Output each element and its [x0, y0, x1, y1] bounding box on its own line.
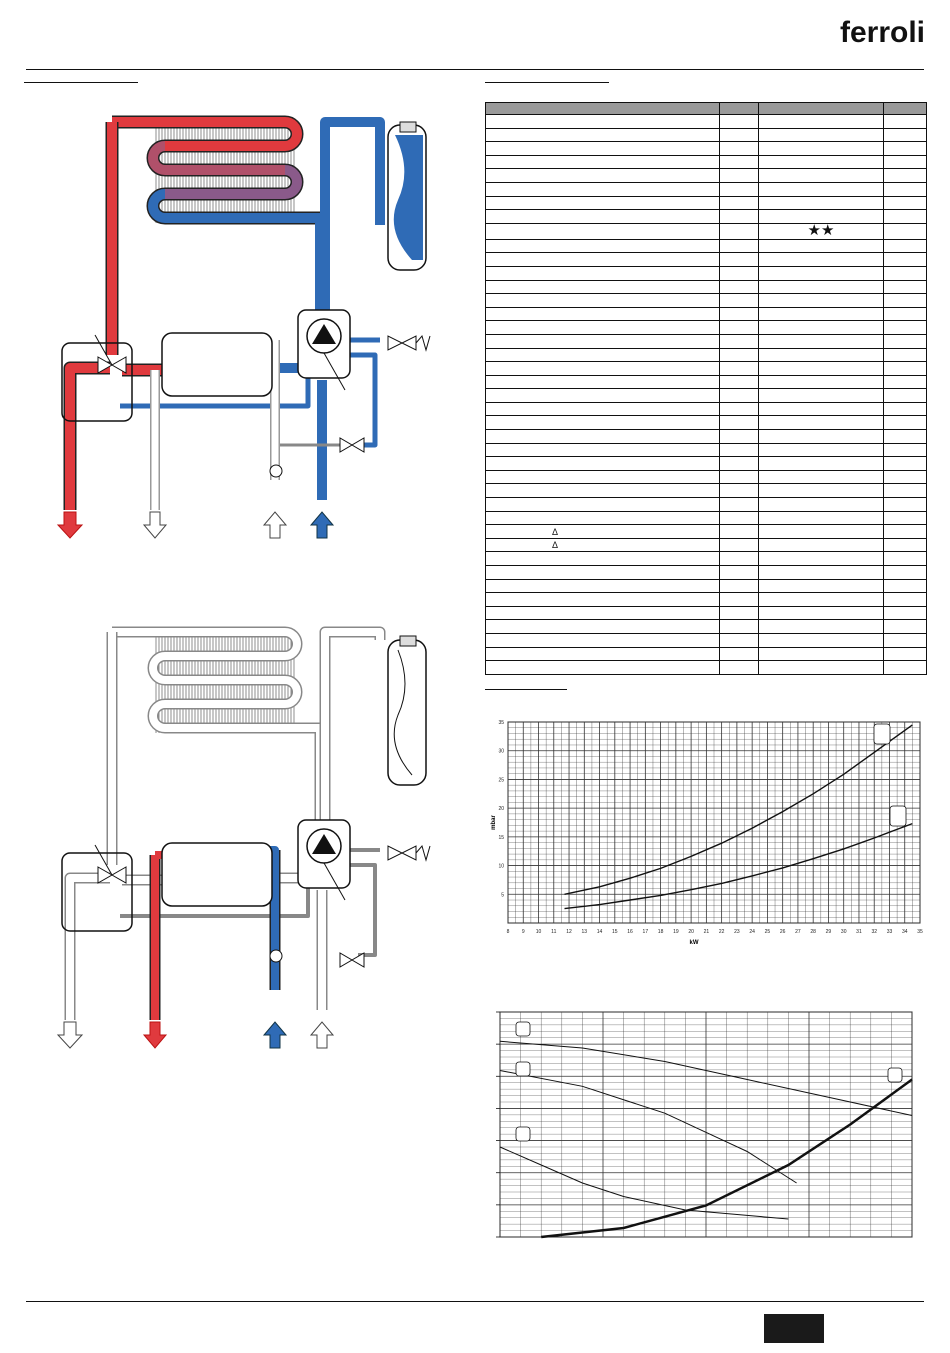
value-cell: [759, 593, 884, 607]
table-row: [486, 538, 927, 552]
x-tick-label: 10: [535, 929, 542, 935]
note-cell: [884, 128, 927, 142]
unit-cell: [720, 484, 759, 498]
note-cell: [884, 334, 927, 348]
table-row: [486, 115, 927, 129]
table-row: [486, 362, 927, 376]
value-cell: [759, 661, 884, 675]
section-underline-left: [24, 82, 138, 83]
param-cell: [486, 266, 720, 280]
value-cell: [759, 169, 884, 183]
value-cell: [759, 334, 884, 348]
curve-label-box: [890, 806, 906, 826]
unit-cell: [720, 593, 759, 607]
x-tick-label: 19: [673, 929, 679, 935]
table-row: [486, 128, 927, 142]
note-cell: [884, 142, 927, 156]
value-cell: [759, 239, 884, 253]
table-row: [486, 511, 927, 525]
param-cell: [486, 307, 720, 321]
note-cell: [884, 253, 927, 267]
param-cell: [486, 620, 720, 634]
unit-cell: [720, 389, 759, 403]
logo-wordmark: ferroli: [840, 16, 926, 49]
table-row: [486, 169, 927, 183]
dhw-out-arrow: [144, 512, 166, 538]
note-cell: [884, 647, 927, 661]
value-cell: [759, 375, 884, 389]
value-cell: [759, 142, 884, 156]
x-tick-label: 18: [657, 929, 664, 935]
table-row: [486, 484, 927, 498]
value-cell: [759, 280, 884, 294]
note-cell: [884, 498, 927, 512]
unit-cell: [720, 128, 759, 142]
table-row: [486, 280, 927, 294]
value-cell: [759, 443, 884, 457]
value-cell: [759, 402, 884, 416]
note-cell: [884, 606, 927, 620]
unit-cell: [720, 239, 759, 253]
header-rule: [26, 69, 924, 70]
param-cell: [486, 210, 720, 224]
value-cell: [759, 115, 884, 129]
table-row: [486, 633, 927, 647]
y-tick-label: 30: [498, 748, 504, 755]
param-cell: [486, 511, 720, 525]
unit-cell: [720, 362, 759, 376]
section-underline-right: [485, 82, 609, 83]
x-tick-label: 30: [840, 929, 847, 935]
footer-rule: [26, 1301, 924, 1302]
param-cell: [486, 498, 720, 512]
unit-cell: [720, 196, 759, 210]
x-tick-label: 21: [703, 929, 710, 935]
table-row: [486, 334, 927, 348]
table-row: [486, 375, 927, 389]
unit-cell: [720, 115, 759, 129]
unit-cell: [720, 155, 759, 169]
x-tick-label: 11: [551, 929, 557, 935]
value-cell: [759, 566, 884, 580]
note-cell: [884, 538, 927, 552]
heating-return-arrow: [311, 512, 333, 538]
note-cell: [884, 294, 927, 308]
hydraulic-diagram-heating: [40, 100, 440, 550]
x-tick-label: 12: [566, 929, 572, 935]
table-row: [486, 457, 927, 471]
x-tick-label: 14: [596, 929, 603, 935]
heating-flow-arrow: [58, 512, 82, 538]
note-cell: [884, 470, 927, 484]
note-cell: [884, 196, 927, 210]
value-cell: [759, 470, 884, 484]
x-tick-label: 25: [764, 929, 771, 935]
x-tick-label: 24: [749, 929, 755, 935]
table-row: [486, 239, 927, 253]
param-cell: [486, 115, 720, 129]
note-cell: [884, 321, 927, 335]
unit-cell: [720, 633, 759, 647]
note-cell: [884, 511, 927, 525]
param-cell: [486, 223, 720, 239]
y-tick-label: 10: [498, 863, 504, 870]
x-tick-label: 28: [810, 929, 816, 935]
table-row: [486, 223, 927, 239]
y-tick-label: 35: [498, 720, 504, 726]
table-row: [486, 606, 927, 620]
note-cell: [884, 552, 927, 566]
param-cell: [486, 294, 720, 308]
curve-label-box: [516, 1127, 530, 1141]
unit-cell: [720, 182, 759, 196]
note-cell: [884, 633, 927, 647]
table-row: [486, 647, 927, 661]
note-cell: [884, 280, 927, 294]
param-cell: [486, 239, 720, 253]
table-row: [486, 253, 927, 267]
param-cell: [486, 362, 720, 376]
y-tick-label: 20: [498, 806, 504, 813]
note-cell: [884, 416, 927, 430]
unit-cell: [720, 538, 759, 552]
value-cell: [759, 266, 884, 280]
table-row: [486, 321, 927, 335]
unit-cell: [720, 210, 759, 224]
table-row: [486, 498, 927, 512]
note-cell: [884, 389, 927, 403]
unit-cell: [720, 280, 759, 294]
table-row: [486, 552, 927, 566]
curve-label-box: [516, 1062, 530, 1076]
table-row: [486, 430, 927, 444]
value-cell: [759, 362, 884, 376]
unit-cell: [720, 334, 759, 348]
x-tick-label: 29: [825, 929, 832, 935]
value-cell: [759, 647, 884, 661]
table-row: [486, 348, 927, 362]
x-tick-label: 35: [917, 929, 923, 935]
table-row: [486, 196, 927, 210]
x-tick-label: 15: [612, 929, 618, 935]
param-cell: [486, 402, 720, 416]
unit-cell: [720, 416, 759, 430]
unit-cell: [720, 307, 759, 321]
param-cell: [486, 196, 720, 210]
note-cell: [884, 115, 927, 129]
unit-cell: [720, 321, 759, 335]
param-cell: [486, 661, 720, 675]
note-cell: [884, 210, 927, 224]
unit-cell: [720, 661, 759, 675]
value-cell: [759, 579, 884, 593]
value-cell: [759, 321, 884, 335]
table-row: [486, 579, 927, 593]
value-cell: [759, 430, 884, 444]
unit-cell: [720, 566, 759, 580]
y-tick-label: 15: [498, 834, 504, 841]
param-cell: [486, 593, 720, 607]
table-row: [486, 470, 927, 484]
x-tick-label: 34: [901, 929, 908, 935]
table-row: [486, 142, 927, 156]
value-cell: [759, 128, 884, 142]
value-cell: [759, 525, 884, 539]
param-cell: [486, 142, 720, 156]
param-cell: Δ: [486, 525, 720, 539]
value-cell: [759, 294, 884, 308]
x-tick-label: 26: [779, 929, 786, 935]
ferroli-logo: [836, 6, 932, 50]
table-header-row: [486, 103, 927, 115]
note-cell: [884, 484, 927, 498]
value-cell: [759, 307, 884, 321]
page-number-badge: [764, 1314, 824, 1343]
x-tick-label: 22: [718, 929, 725, 935]
param-cell: [486, 416, 720, 430]
note-cell: [884, 402, 927, 416]
x-tick-label: 32: [871, 929, 878, 935]
x-tick-label: 17: [642, 929, 649, 935]
x-tick-label: 31: [856, 929, 862, 935]
note-cell: [884, 430, 927, 444]
note-cell: [884, 155, 927, 169]
value-cell: [759, 196, 884, 210]
y-tick-label: 5: [501, 892, 504, 899]
value-cell: [759, 348, 884, 362]
param-cell: [486, 566, 720, 580]
unit-cell: [720, 402, 759, 416]
value-cell: [759, 633, 884, 647]
note-cell: [884, 266, 927, 280]
unit-cell: [720, 169, 759, 183]
table-row: [486, 593, 927, 607]
table-row: [486, 566, 927, 580]
table-row: [486, 389, 927, 403]
curve-label-box: [888, 1068, 902, 1082]
unit-cell: [720, 606, 759, 620]
note-cell: [884, 348, 927, 362]
unit-cell: [720, 142, 759, 156]
unit-cell: [720, 470, 759, 484]
curve-label-box: [874, 724, 890, 744]
param-cell: [486, 321, 720, 335]
unit-cell: [720, 525, 759, 539]
note-cell: [884, 362, 927, 376]
unit-cell: [720, 348, 759, 362]
table-row: [486, 661, 927, 675]
unit-cell: [720, 511, 759, 525]
value-cell: [759, 416, 884, 430]
param-cell: [486, 375, 720, 389]
table-row: [486, 402, 927, 416]
param-cell: [486, 552, 720, 566]
unit-cell: [720, 223, 759, 239]
unit-cell: [720, 457, 759, 471]
param-cell: [486, 606, 720, 620]
unit-cell: [720, 253, 759, 267]
table-row: [486, 620, 927, 634]
param-cell: [486, 389, 720, 403]
param-cell: Δ: [486, 538, 720, 552]
note-cell: [884, 525, 927, 539]
x-tick-label: 33: [886, 929, 893, 935]
value-cell: [759, 498, 884, 512]
value-cell: [759, 606, 884, 620]
technical-data-table: [485, 102, 927, 675]
hydraulic-diagram-dhw: [40, 610, 440, 1060]
unit-cell: [720, 443, 759, 457]
table-row: [486, 443, 927, 457]
note-cell: [884, 620, 927, 634]
value-cell: ★★: [759, 223, 884, 239]
value-cell: [759, 155, 884, 169]
x-axis-label: kW: [689, 940, 699, 946]
param-cell: [486, 128, 720, 142]
note-cell: [884, 579, 927, 593]
value-cell: [759, 552, 884, 566]
unit-cell: [720, 552, 759, 566]
note-cell: [884, 593, 927, 607]
safety-valve-icon: [388, 336, 402, 350]
table-row: [486, 155, 927, 169]
param-cell: [486, 430, 720, 444]
x-tick-label: 9: [521, 929, 525, 935]
table-row: [486, 416, 927, 430]
table-row: [486, 294, 927, 308]
param-cell: [486, 169, 720, 183]
section-underline-chart: [485, 689, 567, 690]
value-cell: [759, 457, 884, 471]
unit-cell: [720, 498, 759, 512]
x-tick-label: 20: [688, 929, 694, 935]
x-tick-label: 16: [627, 929, 633, 935]
value-cell: [759, 484, 884, 498]
note-cell: [884, 661, 927, 675]
value-cell: [759, 538, 884, 552]
note-cell: [884, 375, 927, 389]
table-row: [486, 182, 927, 196]
param-cell: [486, 253, 720, 267]
param-cell: [486, 484, 720, 498]
value-cell: [759, 620, 884, 634]
pump-head-chart: [470, 1000, 940, 1250]
bypass-valve-icon: [340, 438, 352, 452]
value-cell: [759, 253, 884, 267]
x-tick-label: 8: [506, 929, 510, 935]
note-cell: [884, 182, 927, 196]
param-cell: [486, 470, 720, 484]
param-cell: [486, 182, 720, 196]
param-cell: [486, 348, 720, 362]
table-row: [486, 266, 927, 280]
unit-cell: [720, 294, 759, 308]
param-cell: [486, 457, 720, 471]
flow-switch-icon: [270, 465, 282, 477]
param-cell: [486, 579, 720, 593]
param-cell: [486, 280, 720, 294]
note-cell: [884, 223, 927, 239]
table-row: [486, 525, 927, 539]
x-tick-label: 23: [734, 929, 740, 935]
plate-heat-exchanger: [162, 333, 272, 396]
table-row: [486, 210, 927, 224]
unit-cell: [720, 375, 759, 389]
cold-water-in-arrow: [264, 512, 286, 538]
value-cell: [759, 210, 884, 224]
value-cell: [759, 511, 884, 525]
unit-cell: [720, 579, 759, 593]
curve-label-box: [516, 1022, 530, 1036]
unit-cell: [720, 266, 759, 280]
note-cell: [884, 443, 927, 457]
note-cell: [884, 239, 927, 253]
unit-cell: [720, 620, 759, 634]
param-cell: [486, 155, 720, 169]
note-cell: [884, 169, 927, 183]
table-row: [486, 307, 927, 321]
note-cell: [884, 307, 927, 321]
x-tick-label: 13: [581, 929, 588, 935]
x-tick-label: 27: [795, 929, 801, 935]
param-cell: [486, 633, 720, 647]
value-cell: [759, 389, 884, 403]
pressure-loss-chart: [470, 710, 940, 960]
note-cell: [884, 457, 927, 471]
param-cell: [486, 443, 720, 457]
value-cell: [759, 182, 884, 196]
y-tick-label: 25: [498, 777, 504, 784]
unit-cell: [720, 647, 759, 661]
y-axis-label: mbar: [491, 815, 497, 830]
param-cell: [486, 334, 720, 348]
unit-cell: [720, 430, 759, 444]
param-cell: [486, 647, 720, 661]
note-cell: [884, 566, 927, 580]
